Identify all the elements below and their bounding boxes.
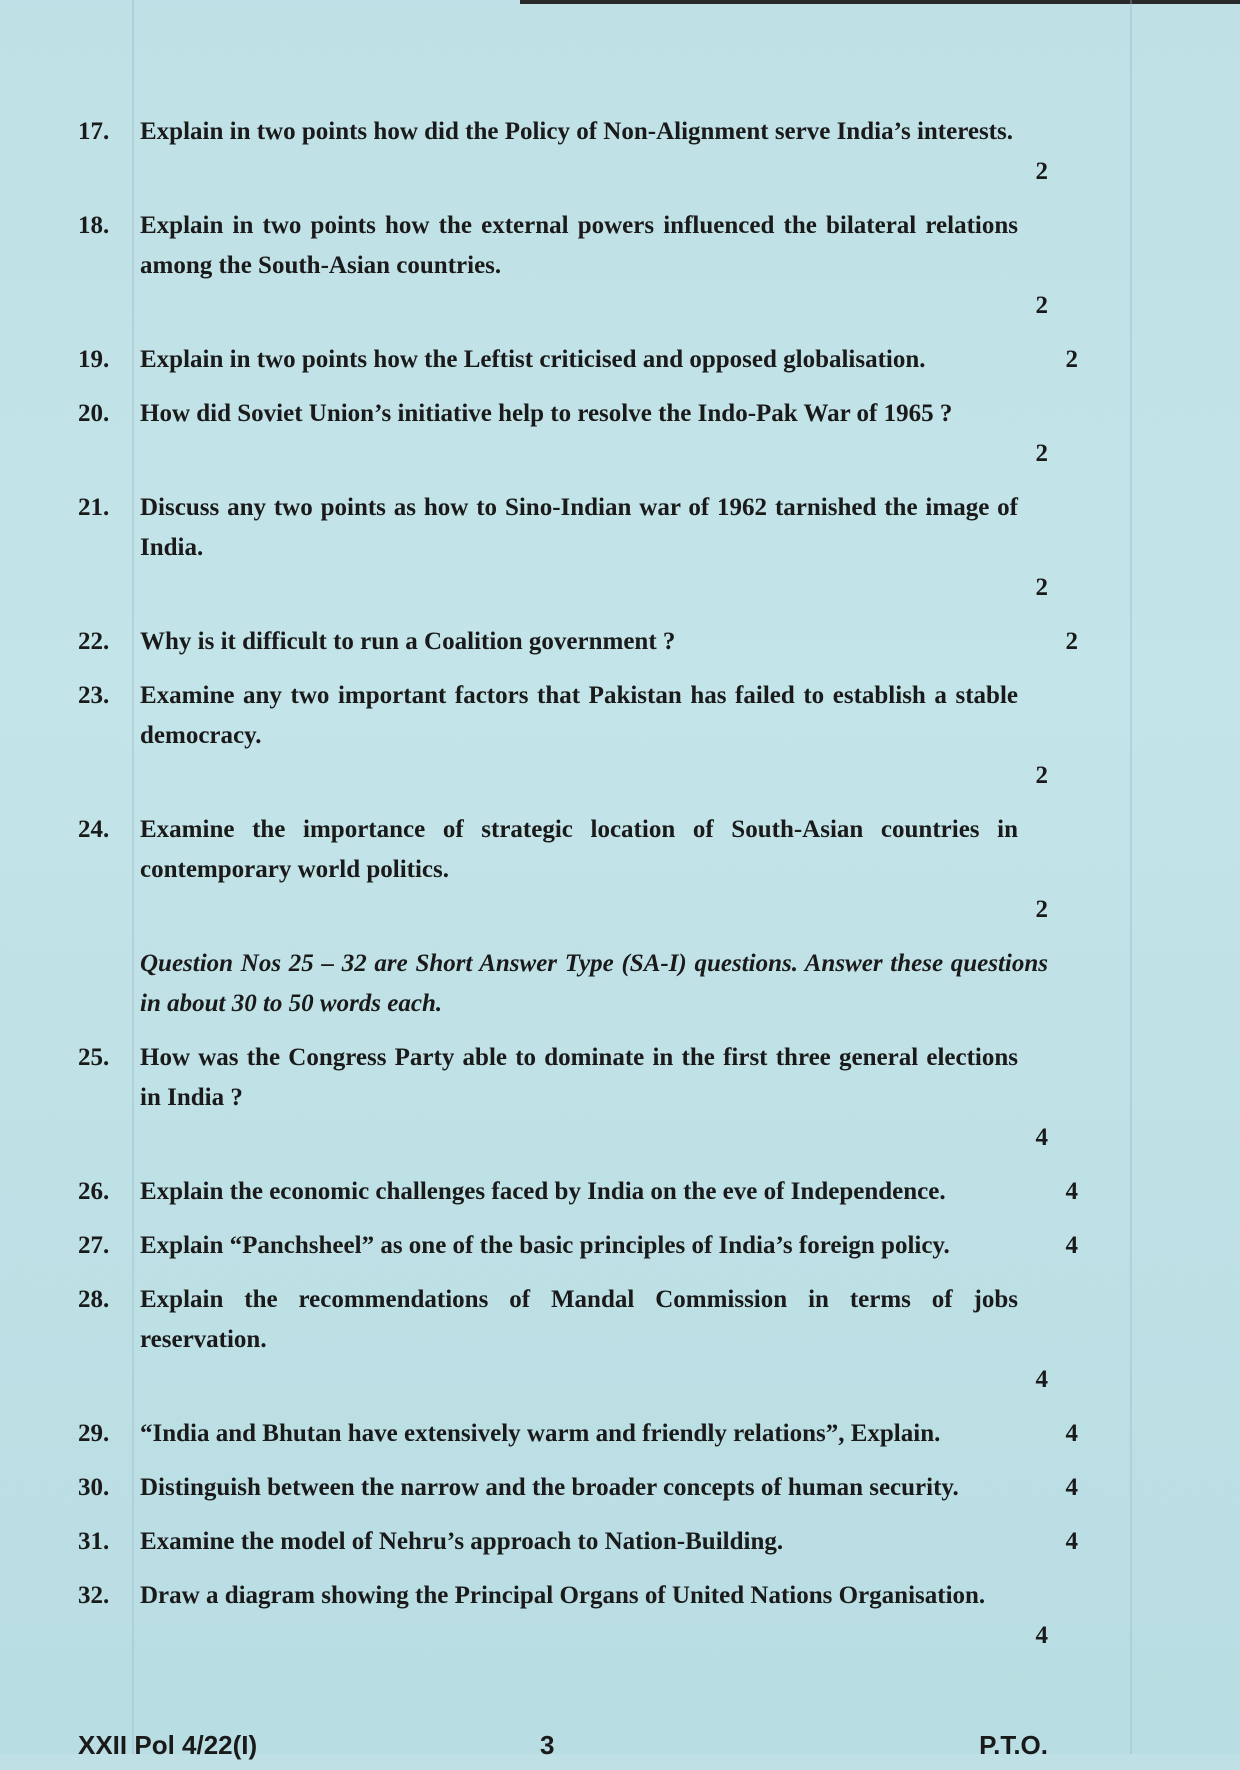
question-item bbox=[78, 1038, 1048, 1158]
question-text: Discuss any two points as how to Sino-Indian war of 1962 tarnished the image of India. bbox=[140, 494, 1018, 561]
questions-group-two-marks bbox=[78, 112, 1078, 930]
question-text: Examine the importance of strategic location of South-Asian countries in contemporary world politics. bbox=[140, 816, 1018, 883]
page-number: 3 bbox=[540, 1730, 555, 1760]
question-item bbox=[78, 1522, 1078, 1562]
question-marks: 4 bbox=[1065, 1528, 1078, 1555]
question-number: 23. bbox=[78, 682, 110, 709]
question-item bbox=[78, 1226, 1078, 1266]
instruction-question-range: 25 – 32 bbox=[288, 950, 367, 977]
question-marks: 4 bbox=[1065, 1474, 1078, 1501]
question-text: How was the Congress Party able to dominate in the first three general elections in India ? bbox=[140, 1044, 1018, 1111]
question-item bbox=[78, 1576, 1048, 1656]
questions-group-four-marks bbox=[78, 1038, 1078, 1656]
question-item bbox=[78, 488, 1048, 608]
question-number: 32. bbox=[78, 1582, 110, 1609]
question-marks: 2 bbox=[1035, 896, 1048, 923]
instruction-text-5: words each. bbox=[313, 990, 443, 1017]
section-instruction bbox=[78, 944, 1048, 1024]
question-text: Why is it difficult to run a Coalition government ? bbox=[140, 628, 676, 655]
question-item bbox=[78, 810, 1048, 930]
question-marks: 4 bbox=[1035, 1124, 1048, 1151]
question-item bbox=[78, 676, 1048, 796]
margin-line-right bbox=[1130, 0, 1132, 1754]
question-item bbox=[78, 1414, 1078, 1454]
question-number: 17. bbox=[78, 118, 110, 145]
question-item bbox=[78, 112, 1048, 192]
question-paper bbox=[78, 112, 1078, 1670]
instruction-text-3: questions. Answer these questions in about bbox=[140, 950, 1049, 1017]
question-marks: 2 bbox=[1035, 574, 1048, 601]
question-marks: 4 bbox=[1035, 1622, 1048, 1649]
question-number: 22. bbox=[78, 628, 110, 655]
question-text: Examine any two important factors that Pakistan has failed to establish a stable democracy. bbox=[140, 682, 1018, 749]
question-number: 24. bbox=[78, 816, 110, 843]
question-number: 29. bbox=[78, 1420, 110, 1447]
question-marks: 2 bbox=[1035, 292, 1048, 319]
question-marks: 2 bbox=[1065, 346, 1078, 373]
question-text: Draw a diagram showing the Principal Organs of United Nations Organisation. bbox=[140, 1582, 986, 1609]
question-text: How did Soviet Union’s initiative help to resolve the Indo-Pak War of 1965 ? bbox=[140, 400, 953, 427]
instruction-text-4: to bbox=[256, 990, 289, 1017]
question-number: 28. bbox=[78, 1286, 110, 1313]
question-text: Explain “Panchsheel” as one of the basic principles of India’s foreign policy. bbox=[140, 1232, 950, 1259]
question-marks: 2 bbox=[1065, 628, 1078, 655]
question-item bbox=[78, 206, 1048, 326]
question-item bbox=[78, 340, 1078, 380]
instruction-question-type: Short Answer Type (SA-I) bbox=[415, 950, 687, 977]
please-turn-over: P.T.O. bbox=[979, 1730, 1048, 1760]
question-number: 27. bbox=[78, 1232, 110, 1259]
question-text: Distinguish between the narrow and the broader concepts of human security. bbox=[140, 1474, 959, 1501]
instruction-max-words: 50 bbox=[288, 990, 314, 1017]
question-marks: 4 bbox=[1065, 1178, 1078, 1205]
question-item bbox=[78, 1172, 1078, 1212]
question-item bbox=[78, 394, 1048, 474]
question-marks: 2 bbox=[1035, 440, 1048, 467]
question-number: 20. bbox=[78, 400, 110, 427]
page-footer bbox=[78, 1730, 1048, 1770]
question-number: 31. bbox=[78, 1528, 110, 1555]
top-rule bbox=[520, 0, 1240, 4]
question-marks: 4 bbox=[1065, 1232, 1078, 1259]
question-item bbox=[78, 1468, 1078, 1508]
question-number: 26. bbox=[78, 1178, 110, 1205]
question-text: Explain the recommendations of Mandal Commission in terms of jobs reservation. bbox=[140, 1286, 1018, 1353]
question-number: 18. bbox=[78, 212, 110, 239]
question-number: 19. bbox=[78, 346, 110, 373]
question-marks: 4 bbox=[1065, 1420, 1078, 1447]
question-marks: 2 bbox=[1035, 158, 1048, 185]
question-item bbox=[78, 1280, 1048, 1400]
question-text: Explain in two points how did the Policy of Non-Alignment serve India’s interests. bbox=[140, 118, 1013, 145]
question-text: “India and Bhutan have extensively warm and friendly relations”, Explain. bbox=[140, 1420, 941, 1447]
question-marks: 2 bbox=[1035, 762, 1048, 789]
question-item bbox=[78, 622, 1078, 662]
question-text: Explain in two points how the external powers influenced the bilateral relations among the South-Asian countries. bbox=[140, 212, 1018, 279]
instruction-min-words: 30 bbox=[231, 990, 257, 1017]
question-text: Examine the model of Nehru’s approach to Nation-Building. bbox=[140, 1528, 784, 1555]
question-text: Explain in two points how the Leftist criticised and opposed globalisation. bbox=[140, 346, 926, 373]
paper-code: XXII Pol 4/22(I) bbox=[78, 1730, 258, 1760]
question-number: 21. bbox=[78, 494, 110, 521]
question-number: 30. bbox=[78, 1474, 110, 1501]
instruction-text-1: Question Nos bbox=[140, 950, 289, 977]
question-number: 25. bbox=[78, 1044, 110, 1071]
question-text: Explain the economic challenges faced by India on the eve of Independence. bbox=[140, 1178, 946, 1205]
question-marks: 4 bbox=[1035, 1366, 1048, 1393]
instruction-text-2: are bbox=[366, 950, 416, 977]
